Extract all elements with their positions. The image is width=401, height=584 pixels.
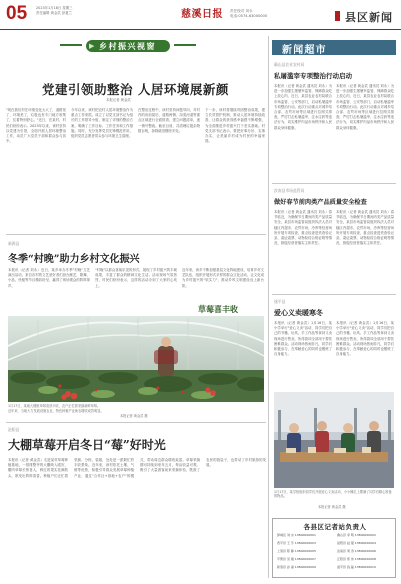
- item1-kicker: 确山县农业农村局: [274, 62, 305, 67]
- news-market-banner: [272, 40, 396, 55]
- culture-body-col2: "村晚"以群众喜闻乐见的形式，展现了乡村振兴的丰硕成果，丰富了群众的精神文化生活。活动现场气氛热烈，村民们纷纷表示，这样的活动办到了大家的心坎上。: [95, 268, 177, 288]
- divider: [272, 294, 396, 295]
- strawberry-kicker: 泌阳县: [8, 427, 20, 432]
- lead-body-col3: 在整治过程中，该村坚持问题导向，对村内的房前屋后、道路两侧、沟渠河道等重点区域进行全面排查，建立问题清单，逐一销号整改。截至目前，共清理垃圾杂物数百吨，拆除破旧棚舍多处。: [138, 108, 200, 133]
- issue-date: 2023年1月18日 星期三 责任编辑 黄金武 彭夏兰: [36, 6, 73, 15]
- photo-caption: 1月17日，某地大棚里草莓喜获丰收，农户正忙着采摘新鲜草莓。: [8, 404, 101, 408]
- right-photo-credit: 本报记者 黄金武 摄: [318, 505, 346, 509]
- item3-body-col2: 本报讯（记者 黄金武）1月16日，某小学举行"爱心义卖"活动，同学们把自己的书籍、玩具、手工作品等拿到义卖现场进行售卖，所得款项全部用于帮扶困难群众。活动现场热闹非凡，同学们积极参与，在奉献爱心的同时也锻炼了自身能力。: [336, 321, 394, 357]
- footer-line: 新蔡县 孙 丽 13800000009: [277, 565, 316, 569]
- divider: [6, 234, 266, 235]
- footer-line: 泌阳县 赵 强 13800000004: [337, 541, 376, 545]
- footer-line: 上蔡县 陈 静 13800000005: [277, 549, 316, 553]
- item2-headline: 做好春节前肉类产品质量安全检查: [274, 199, 367, 206]
- footer-line: 西平县 王 芳 13800000003: [277, 541, 316, 545]
- page-header: [0, 0, 401, 30]
- divider: [6, 422, 266, 423]
- culture-kicker: 新源县: [8, 241, 20, 246]
- lead-byline: 本报记者 黄金武: [106, 98, 131, 102]
- charity-sale-photo: [274, 392, 394, 488]
- lead-body-col4: 下一步，该村将继续巩固整治成果，建立长效管护机制，推动人居环境持续改善，让群众的获得感幸福感不断增强，为全面推进乡村振兴打下坚实基础。村党支部书记表示，要把好事办好、实事办实，让美丽乡村成为村民的幸福家园。: [205, 108, 265, 144]
- item2-kicker: 汝南县市场监管局: [274, 188, 305, 193]
- strawberry-headline: 大棚草莓开启冬日“莓”好时光: [8, 438, 166, 452]
- culture-headline: 冬季“村晚”助力乡村文化振兴: [8, 254, 140, 265]
- footer-line: 正阳县 郑 伟 13800000008: [337, 557, 376, 561]
- photo-feature-label: 草莓喜丰收: [198, 304, 238, 314]
- reporter-station-title: 各县区记者站负责人: [303, 523, 367, 531]
- strawberry-photo: [8, 316, 264, 402]
- footer-line: 汝南县 周 涛 13800000006: [337, 549, 376, 553]
- footer-line: 确山县 李 明 13800000002: [337, 533, 376, 537]
- column-banner: [86, 40, 170, 52]
- item1-headline: 私屠滥宰专项整治行动启动: [274, 72, 352, 80]
- item1-body-col2: 本报讯（记者 黄金武 通讯员 刘永）为进一步加强生猪屠宰监管，保障群众吃上放心肉，近日，某县农业农村局联合市场监管、公安等部门，启动私屠滥宰专项整治行动。此次行动重点对城乡结合部、农贸市场等区域进行拉网式排查，严厉打击私屠滥宰、注水注药等违法行为，切实维护肉品市场秩序和人民群众身体健康。: [336, 84, 394, 130]
- lead-body-col1: "现在我们村庄环境变化太大了，道路宽了，环境美了，垃圾也有专门地方收集了，住着特别舒心。"近日，在某村，村民们纷纷表示。2023年以来，该村坚持以党建为引领，全面开展人居环境整治工作，动员广大党员干部和群众参与其中。: [6, 108, 66, 144]
- photo-caption-line2: 近年来，当地大力发展设施农业，特色种植产业助农增收成效明显。: [8, 409, 104, 413]
- news-market-title: 新闻超市: [282, 45, 327, 56]
- editor-info: 责任校对 刘永 电话:0574-63000000: [230, 9, 268, 18]
- masthead-logo: 慈溪日报: [181, 9, 223, 20]
- footer-line: 遂平县 钱 磊 13800000010: [337, 565, 376, 569]
- strawberry-body: 本报讯（记者 黄金武）走进某村草莓种植基地，一排排整齐的大棚映入眼帘，棚内草莓长势喜人，鲜红的果实挂满枝头，散发出阵阵清香。种植户们正忙着采摘、分拣、装箱，处处是一派繁忙的丰收景象。近年来，该村依托土壤、气候等优势，积极引导群众发展草莓种植产业，通过"合作社+基地+农户"的模式，带动周边群众增收致富。草莓采摘期可持续到来年五月，每亩收益可观，吸引了大量游客前来采摘体验，既鼓了农民的钱袋子，也带动了乡村旅游的发展。: [8, 458, 266, 478]
- culture-body-col3: 近年来，该乡不断加强基层文化阵地建设，培育乡村文艺队伍，组织开展形式多样的群众文化活动，让文化成为乡村振兴的"软实力"，推动乡风文明建设迈上新台阶。: [182, 268, 264, 288]
- footer-line: 平舆县 吴 刚 13800000007: [277, 557, 316, 561]
- lead-headline: 党建引领助整治 人居环境展新颜: [42, 82, 229, 97]
- item3-body-col1: 本报讯（记者 黄金武）1月16日，某小学举行"爱心义卖"活动，同学们把自己的书籍、玩具、手工作品等拿到义卖现场进行售卖，所得款项全部用于帮扶困难群众。活动现场热闹非凡，同学们积极参与，在奉献爱心的同时也锻炼了自身能力。: [274, 321, 332, 357]
- leaf-icon: ▶: [89, 42, 95, 50]
- banner-ornament-right: [174, 44, 196, 46]
- item3-headline: 爱心义卖暖寒冬: [274, 308, 323, 317]
- reporter-station-box: [272, 518, 396, 578]
- lead-body-col2: 今年以来，该村把农村人居环境整治作为重点工作来抓，成立了以党支部书记为组长的工作领导小组，制定了详细的整治方案，明确了工作目标、工作任务和工作措施。同时，充分发挥党员先锋模范作用，组织党员志愿者带头参与环境卫生清理。: [71, 108, 133, 139]
- photo-credit: 本报记者 黄金武 摄: [120, 414, 148, 418]
- footer-line: 驿城区 刘 永 13800000001: [277, 533, 316, 537]
- divider: [272, 183, 396, 184]
- section-title: 县区新闻: [345, 11, 393, 24]
- page-number: 05: [6, 3, 28, 24]
- banner-ornament-left: [60, 44, 82, 46]
- item3-kicker: 遂平县: [274, 299, 286, 304]
- right-photo-caption: 1月17日，某学校组织同学们开展爱心义卖活动，小小摊位上摆满了同学们精心准备的物品。: [274, 490, 392, 499]
- item2-body-col1: 本报讯（记者 黄金武 通讯员 刘永）春节临近，为确保节日期间肉类产品质量安全，某县市场监管局组织执法人员对辖区内超市、农贸市场、冷库等经营场所开展专项检查，重点检查进货查验记录、索证索票、动物检疫合格证明等情况，督促经营者落实主体责任。: [274, 210, 332, 246]
- item2-body-col2: 本报讯（记者 黄金武 通讯员 刘永）春节临近，为确保节日期间肉类产品质量安全，某县市场监管局组织执法人员对辖区内超市、农贸市场、冷库等经营场所开展专项检查，重点检查进货查验记录、索证索票、动物检疫合格证明等情况，督促经营者落实主体责任。: [336, 210, 394, 246]
- item1-body-col1: 本报讯（记者 黄金武 通讯员 刘永）为进一步加强生猪屠宰监管，保障群众吃上放心肉，近日，某县农业农村局联合市场监管、公安等部门，启动私屠滥宰专项整治行动。此次行动重点对城乡结合部、农贸市场等区域进行拉网式排查，严厉打击私屠滥宰、注水注药等违法行为，切实维护肉品市场秩序和人民群众身体健康。: [274, 84, 332, 130]
- column-divider: [268, 36, 269, 578]
- column-banner-title: 乡村振兴视窗: [99, 41, 156, 51]
- culture-body-col1: 本报讯（记者 刘永）近日，某乡举办冬季"村晚"文艺演出活动，来自各村的文艺爱好者们登台献艺，歌舞、小品、快板等节目精彩纷呈，赢得了现场观众的阵阵掌声。: [8, 268, 90, 288]
